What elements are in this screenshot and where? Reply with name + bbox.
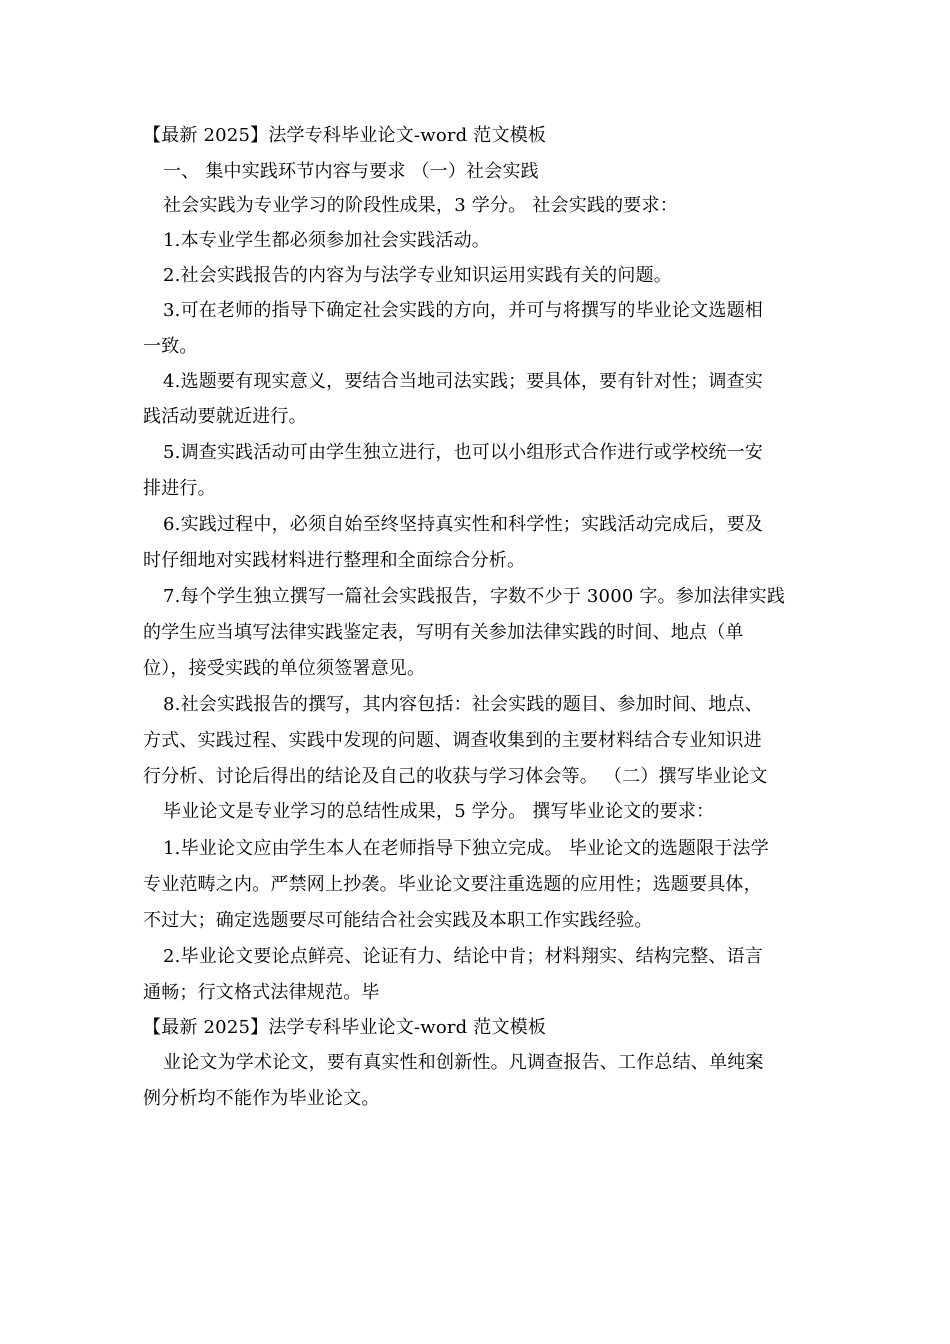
thesis-item-1-line-1: 1.毕业论文应由学生本人在老师指导下独立完成。 毕业论文的选题限于法学 bbox=[163, 838, 769, 859]
thesis-continuation-line-2: 例分析均不能作为毕业论文。 bbox=[143, 1088, 380, 1109]
thesis-item-2-line-1: 2.毕业论文要论点鲜亮、论证有力、结论中肯；材料翔实、结构完整、语言 bbox=[163, 946, 763, 967]
document-title: 【最新 2025】法学专科毕业论文-word 范文模板 bbox=[143, 125, 547, 146]
practice-item-8-line-1: 8.社会实践报告的撰写，其内容包括：社会实践的题目、参加时间、地点、 bbox=[163, 694, 763, 715]
practice-item-7-line-2: 的学生应当填写法律实践鉴定表，写明有关参加法律实践的时间、地点（单 bbox=[143, 622, 744, 643]
practice-item-5-line-2: 排进行。 bbox=[143, 478, 216, 499]
practice-item-6-line-1: 6.实践过程中，必须自始至终坚持真实性和科学性；实践活动完成后，要及 bbox=[163, 514, 763, 535]
practice-item-7-line-1: 7.每个学生独立撰写一篇社会实践报告，字数不少于 3000 字。参加法律实践 bbox=[163, 586, 786, 607]
practice-item-4-line-1: 4.选题要有现实意义，要结合当地司法实践；要具体，要有针对性；调查实 bbox=[163, 371, 763, 392]
practice-item-6-line-2: 时仔细地对实践材料进行整理和全面综合分析。 bbox=[143, 550, 526, 571]
practice-item-8-line-2: 方式、实践过程、实践中发现的问题、调查收集到的主要材料结合专业知识进 bbox=[143, 730, 762, 751]
practice-item-1: 1.本专业学生都必须参加社会实践活动。 bbox=[163, 230, 490, 251]
practice-item-4-line-2: 践活动要就近进行。 bbox=[143, 406, 307, 427]
thesis-intro: 毕业论文是专业学习的总结性成果，5 学分。 撰写毕业论文的要求： bbox=[163, 801, 715, 822]
thesis-continuation-line-1: 业论文为学术论文，要有真实性和创新性。凡调查报告、工作总结、单纯案 bbox=[163, 1052, 764, 1073]
practice-item-5-line-1: 5.调查实践活动可由学生独立进行，也可以小组形式合作进行或学校统一安 bbox=[163, 442, 763, 463]
thesis-item-1-line-2: 专业范畴之内。严禁网上抄袭。毕业论文要注重选题的应用性；选题要具体， bbox=[143, 874, 762, 895]
practice-item-8-line-3: 行分析、讨论后得出的结论及自己的收获与学习体会等。 （二）撰写毕业论文 bbox=[143, 766, 768, 787]
practice-item-7-line-3: 位），接受实践的单位须签署意见。 bbox=[143, 658, 426, 679]
thesis-item-1-line-3: 不过大；确定选题要尽可能结合社会实践及本职工作实践经验。 bbox=[143, 910, 653, 931]
practice-item-3-line-1: 3.可在老师的指导下确定社会实践的方向，并可与将撰写的毕业论文选题相 bbox=[163, 300, 763, 321]
repeat-document-title: 【最新 2025】法学专科毕业论文-word 范文模板 bbox=[143, 1017, 547, 1038]
practice-item-2: 2.社会实践报告的内容为与法学专业知识运用实践有关的问题。 bbox=[163, 265, 672, 286]
thesis-item-2-line-2: 通畅；行文格式法律规范。毕 bbox=[143, 982, 380, 1003]
social-practice-intro: 社会实践为专业学习的阶段性成果，3 学分。 社会实践的要求： bbox=[163, 195, 678, 216]
practice-item-3-line-2: 一致。 bbox=[143, 336, 198, 357]
section-heading: 一、 集中实践环节内容与要求 （一）社会实践 bbox=[163, 161, 539, 182]
